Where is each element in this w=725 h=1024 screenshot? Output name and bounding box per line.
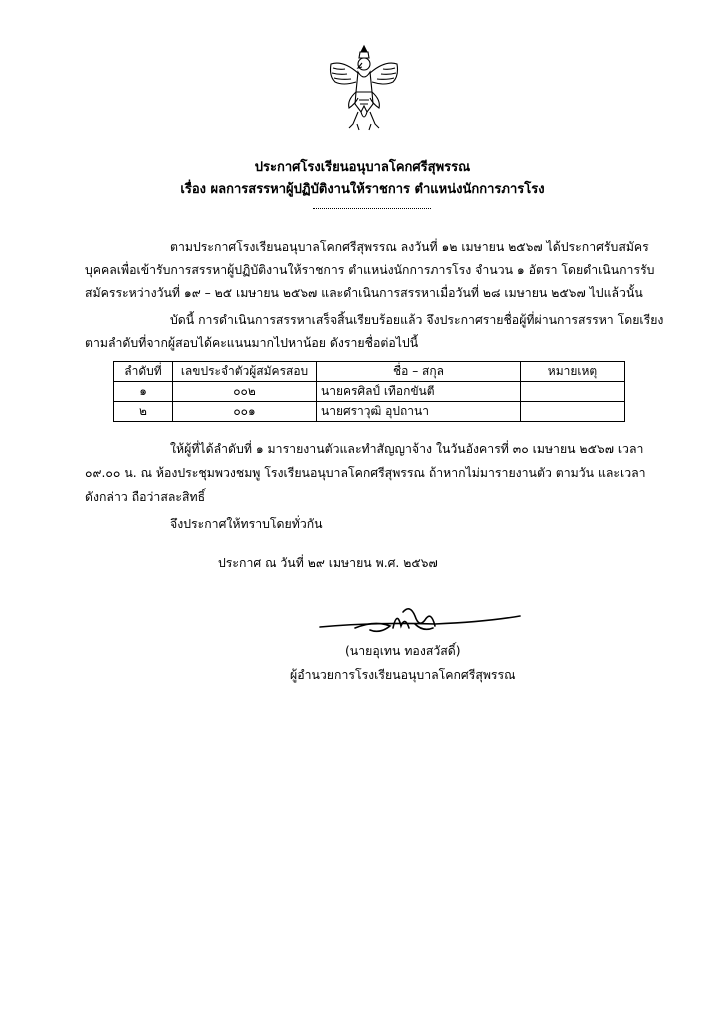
paragraph-3-line-3: ดังกล่าว ถือว่าสละสิทธิ์ <box>85 490 206 504</box>
cell-name: นายศราวุฒิ อุปถานา <box>317 402 521 422</box>
closing-line: จึงประกาศให้ทราบโดยทั่วกัน <box>170 517 323 531</box>
results-table <box>113 361 625 422</box>
col-header-remark: หมายเหตุ <box>521 362 625 382</box>
paragraph-1-line-2: บุคคลเพื่อเข้ารับการสรรหาผู้ปฏิบัติงานให้ราชการ ตำแหน่งนักการภารโรง จำนวน ๑ อัตรา โดยดำเนินการรับ <box>85 263 655 277</box>
paragraph-1-line-3: สมัครระหว่างวันที่ ๑๙ – ๒๕ เมษายน ๒๕๖๗ และดำเนินการสรรหาเมื่อวันที่ ๒๘ เมษายน ๒๕๖๗ ไปแล้วนั้น <box>85 286 643 300</box>
table-row <box>114 382 625 402</box>
paragraph-1-line-1: ตามประกาศโรงเรียนอนุบาลโคกศรีสุพรรณ ลงวันที่ ๑๒ เมษายน ๒๕๖๗ ได้ประกาศรับสมัคร <box>170 240 649 254</box>
cell-name: นายครศิลป์ เทือกขันตี <box>317 382 521 402</box>
table-row <box>114 402 625 422</box>
paragraph-2-line-1: บัดนี้ การดำเนินการสรรหาเสร็จสิ้นเรียบร้อยแล้ว จึงประกาศรายชื่อผู้ที่ผ่านการสรรหา โดยเรียง <box>170 313 664 327</box>
announcement-subject: เรื่อง ผลการสรรหาผู้ปฏิบัติงานให้ราชการ ตำแหน่งนักการภารโรง <box>180 182 545 197</box>
paragraph-3-line-2: ๐๙.๐๐ น. ณ ห้องประชุมพวงชมพู โรงเรียนอนุบาลโคกศรีสุพรรณ ถ้าหากไม่มารายงานตัว ตามวัน และเวลา <box>85 466 646 480</box>
table-header-row <box>114 362 625 382</box>
col-header-applicant-id: เลขประจำตัวผู้สมัครสอบ <box>173 362 317 382</box>
garuda-emblem-icon <box>325 42 403 137</box>
signer-name: (นายอุเทน ทองสวัสดิ์) <box>345 644 461 658</box>
cell-remark <box>521 402 625 422</box>
signer-position: ผู้อำนวยการโรงเรียนอนุบาลโคกศรีสุพรรณ <box>290 668 516 682</box>
cell-remark <box>521 382 625 402</box>
announcement-title: ประกาศโรงเรียนอนุบาลโคกศรีสุพรรณ <box>254 160 471 175</box>
title-separator <box>313 208 431 209</box>
signature-image <box>315 602 525 642</box>
cell-order: ๒ <box>114 402 173 422</box>
col-header-order: ลำดับที่ <box>114 362 173 382</box>
announcement-date: ประกาศ ณ วันที่ ๒๙ เมษายน พ.ศ. ๒๕๖๗ <box>218 556 438 570</box>
cell-applicant-id: ๐๐๑ <box>173 402 317 422</box>
cell-applicant-id: ๐๐๒ <box>173 382 317 402</box>
col-header-name: ชื่อ – สกุล <box>317 362 521 382</box>
paragraph-2-line-2: ตามลำดับที่จากผู้สอบได้คะแนนมากไปหาน้อย ดังรายชื่อต่อไปนี้ <box>85 336 419 350</box>
cell-order: ๑ <box>114 382 173 402</box>
paragraph-3-line-1: ให้ผู้ที่ได้ลำดับที่ ๑ มารายงานตัวและทำสัญญาจ้าง ในวันอังคารที่ ๓๐ เมษายน ๒๕๖๗ เวลา <box>170 442 644 456</box>
